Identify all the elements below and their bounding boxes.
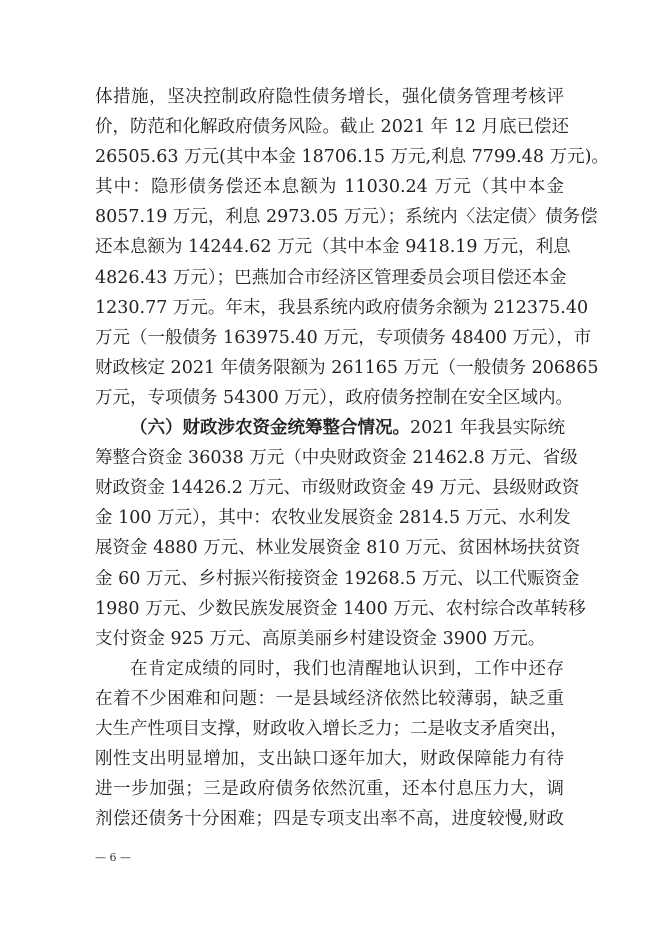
text-line: 在肯定成绩的同时，我们也清醒地认识到，工作中还存 (130, 658, 564, 679)
text-line: 刚性支出明显增加，支出缺口逐年加大，财政保障能力有待 (95, 749, 564, 770)
document-body (95, 82, 609, 834)
paragraph-problems (95, 654, 568, 835)
text-line: 进一步加强；三是政府债务依然沉重，还本付息压力大，调 (95, 779, 564, 800)
text-line: 还本息额为 14244.62 万元（其中本金 9418.19 万元，利息 (95, 237, 571, 258)
text-line: 4826.43 万元）；巴燕加合市经济区管理委员会项目偿还本金 (95, 267, 567, 288)
paragraph-debt (95, 82, 609, 413)
text-line: 筹整合资金 36038 万元（中央财政资金 21462.8 万元、省级 (95, 448, 578, 469)
text-line: 万元（一般债务 163975.40 万元，专项债务 48400 万元），市 (95, 327, 592, 348)
section-heading: （六）财政涉农资金统筹整合情况。 (130, 418, 410, 439)
text-line: 财政资金 14426.2 万元、市级财政资金 49 万元、县级财政资 (95, 478, 580, 499)
text-line: 1230.77 万元。年末，我县系统内政府债务余额为 212375.40 (95, 297, 589, 318)
text-line: 26505.63 万元(其中本金 18706.15 万元,利息 7799.48 万元)。 (95, 147, 609, 168)
text-line: 价，防范和化解政府债务风险。截止 2021 年 12 月底已偿还 (95, 117, 570, 138)
text-line: 展资金 4880 万元、林业发展资金 810 万元、贫困林场扶贫资 (95, 538, 581, 559)
text-line: 财政核定 2021 年债务限额为 261165 万元（一般债务 206865 (95, 357, 599, 378)
text-line: 8057.19 万元，利息 2973.05 万元）；系统内〈法定债〉债务偿 (95, 207, 598, 228)
paragraph-agriculture-funds (95, 413, 586, 654)
text-line: 金 60 万元、乡村振兴衔接资金 19268.5 万元、以工代赈资金 (95, 568, 580, 589)
text-line: 支付资金 925 万元、高原美丽乡村建设资金 3900 万元。 (95, 628, 546, 649)
text-line: 万元，专项债务 54300 万元），政府债务控制在安全区域内。 (95, 387, 574, 408)
text-line: 体措施，坚决控制政府隐性债务增长，强化债务管理考核评 (95, 87, 564, 107)
text-line: 1980 万元、少数民族发展资金 1400 万元、农村综合改革转移 (95, 598, 586, 619)
text-fragment: 2021 年我县实际统 (410, 418, 566, 439)
section-heading-line (95, 413, 564, 443)
page-number: — 6 — (95, 851, 131, 864)
text-line: 剂偿还债务十分困难；四是专项支出率不高，进度较慢,财政 (95, 809, 564, 830)
text-line: 大生产性项目支撑，财政收入增长乏力；二是收支矛盾突出， (95, 718, 568, 739)
text-line: 在着不少困难和问题：一是县域经济依然比较薄弱，缺乏重 (95, 688, 564, 709)
text-line: 金 100 万元），其中：农牧业发展资金 2814.5 万元、水利发 (95, 508, 571, 529)
text-line: 其中：隐形债务偿还本息额为 11030.24 万元（其中本金 (95, 177, 564, 198)
